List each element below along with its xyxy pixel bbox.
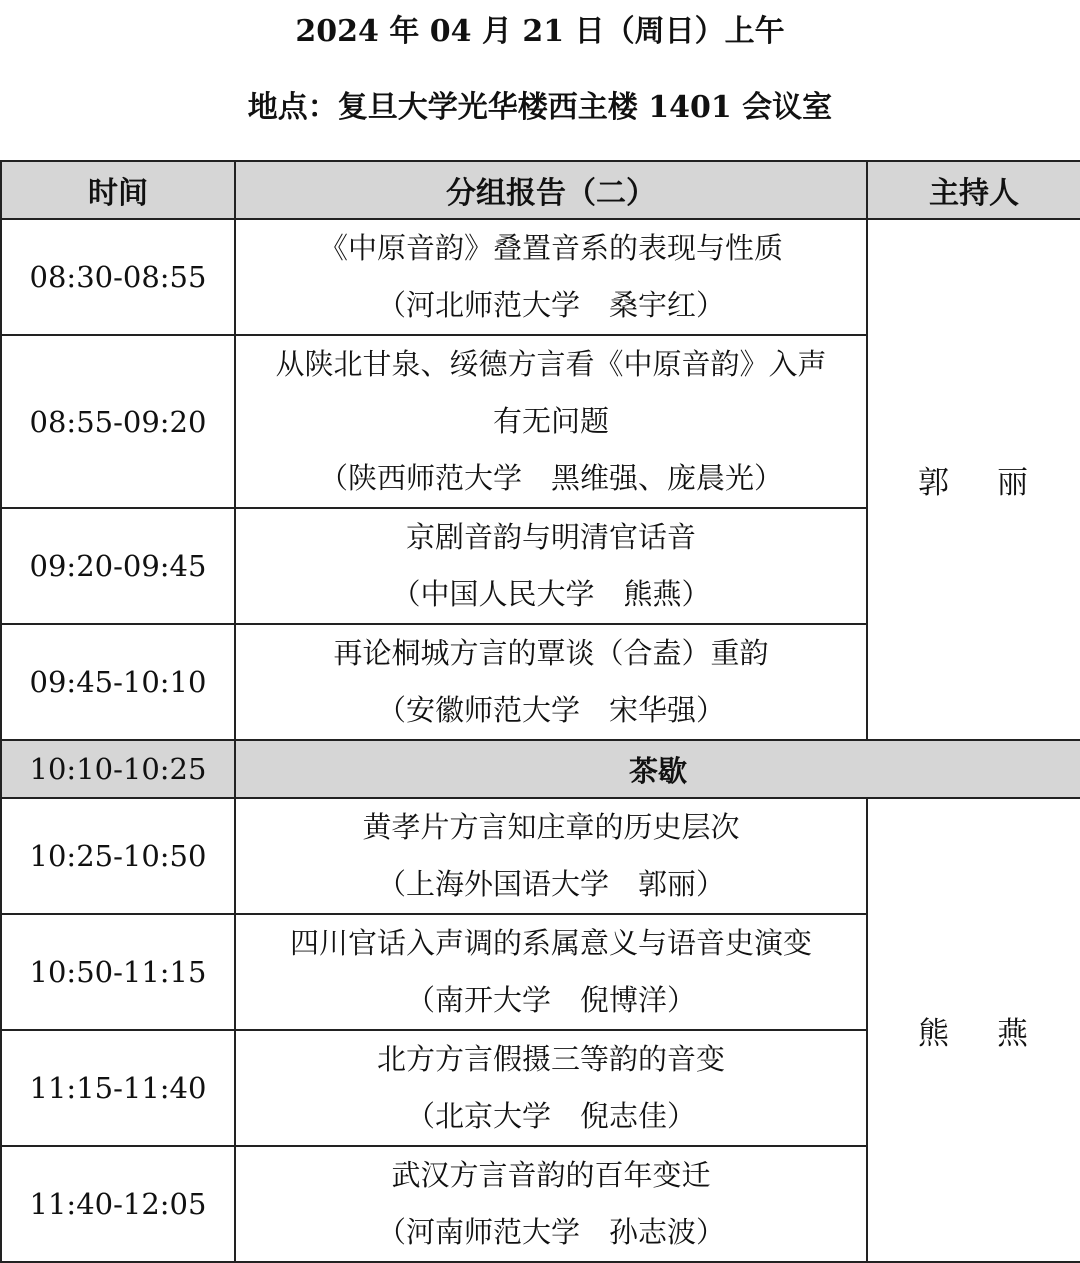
time-cell: 11:15-11:40: [1, 1030, 235, 1146]
report-title: 黄孝片方言知庄章的历史层次: [362, 810, 740, 844]
report-title: 再论桐城方言的覃谈（合盍）重韵: [333, 636, 769, 670]
report-title: 有无问题: [492, 404, 609, 438]
report-title: 京剧音韵与明清官话音: [405, 520, 696, 554]
date-heading: 2024 年 04 月 21 日（周日）上午: [295, 14, 785, 49]
report-title: 北方方言假摄三等韵的音变: [376, 1042, 725, 1076]
report-cell: [235, 624, 867, 740]
report-title: 武汉方言音韵的百年变迁: [391, 1158, 711, 1192]
column-header-report: 分组报告（二）: [235, 161, 867, 219]
host-cell: [867, 219, 1080, 740]
time-cell: 11:40-12:05: [1, 1146, 235, 1262]
break-time: 10:10-10:25: [1, 740, 235, 798]
host-cell: [867, 798, 1080, 1262]
report-title: 《中原音韵》叠置音系的表现与性质: [318, 231, 783, 265]
report-speaker: （安徽师范大学 宋华强）: [376, 693, 725, 727]
report-cell: [235, 798, 867, 914]
time-cell: 09:45-10:10: [1, 624, 235, 740]
report-cell: [235, 1146, 867, 1262]
host-name-char: 燕: [997, 1015, 1030, 1052]
time-cell: 09:20-09:45: [1, 508, 235, 624]
table-row: [1, 219, 1080, 335]
host-name-char: 丽: [997, 465, 1030, 501]
report-cell: [235, 914, 867, 1030]
report-speaker: （北京大学 倪志佳）: [405, 1099, 696, 1133]
schedule-table: [0, 160, 1080, 1263]
report-title: 从陕北甘泉、绥德方言看《中原音韵》入声: [275, 347, 827, 381]
host-name: [918, 1016, 1030, 1052]
host-name-char: 郭: [918, 465, 951, 501]
report-speaker: （中国人民大学 熊燕）: [391, 577, 711, 611]
time-cell: 08:30-08:55: [1, 219, 235, 335]
break-label: 茶歇: [235, 740, 1080, 798]
time-cell: 08:55-09:20: [1, 335, 235, 508]
report-cell: [235, 1030, 867, 1146]
time-cell: 10:25-10:50: [1, 798, 235, 914]
break-row: [1, 740, 1080, 798]
report-cell: [235, 335, 867, 508]
table-header-row: [1, 161, 1080, 219]
report-speaker: （上海外国语大学 郭丽）: [376, 867, 725, 901]
host-name-char: 熊: [918, 1015, 951, 1052]
table-row: [1, 798, 1080, 914]
report-speaker: （河南师范大学 孙志波）: [376, 1215, 725, 1249]
column-header-host: 主持人: [867, 161, 1080, 219]
report-cell: [235, 508, 867, 624]
report-speaker: （陕西师范大学 黑维强、庞晨光）: [318, 461, 783, 495]
report-cell: [235, 219, 867, 335]
report-title: 四川官话入声调的系属意义与语音史演变: [289, 926, 812, 960]
report-speaker: （南开大学 倪博洋）: [405, 983, 696, 1017]
host-name: [918, 465, 1030, 501]
report-speaker: （河北师范大学 桑宇红）: [376, 288, 725, 322]
column-header-time: 时间: [1, 161, 235, 219]
time-cell: 10:50-11:15: [1, 914, 235, 1030]
venue-heading: 地点：复旦大学光华楼西主楼 1401 会议室: [247, 90, 833, 125]
